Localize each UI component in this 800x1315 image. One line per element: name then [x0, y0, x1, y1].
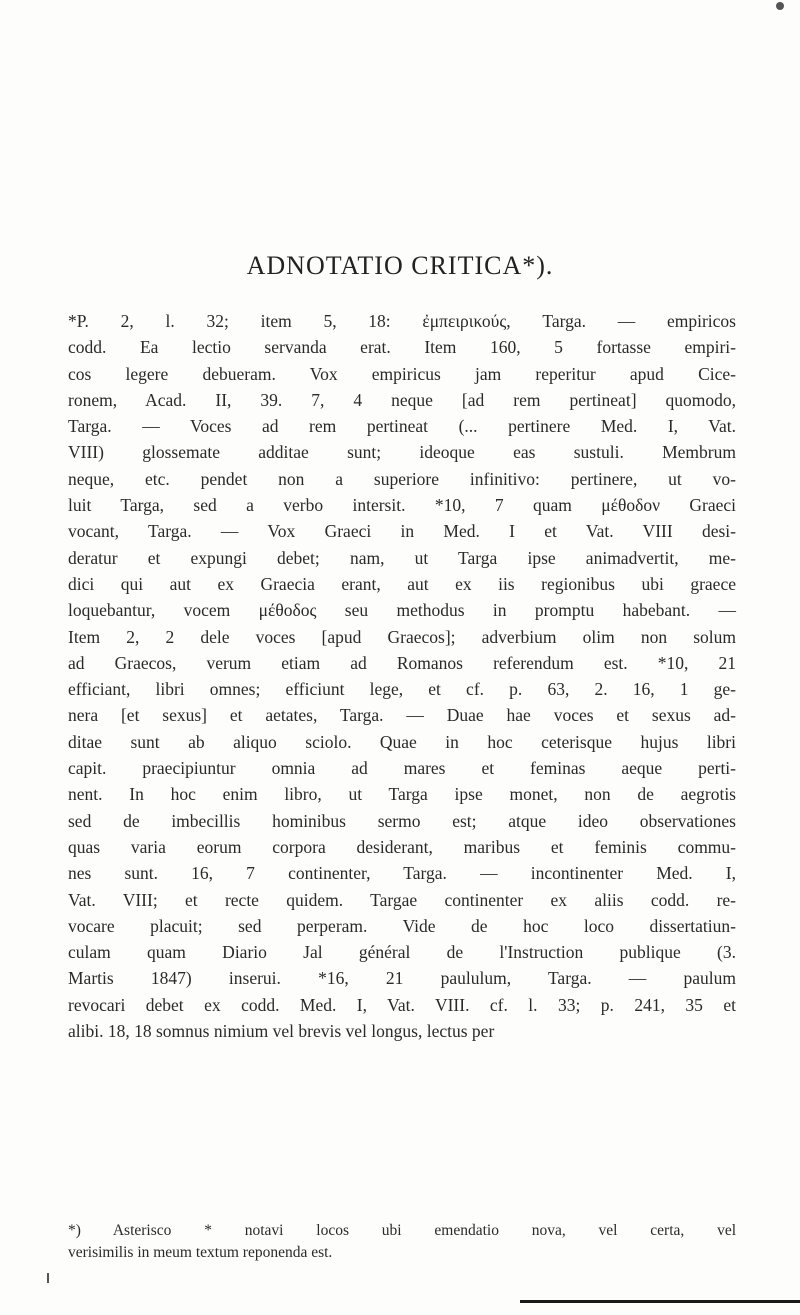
text-line: nent. In hoc enim libro, ut Targa ipse monet, non de aegrotis — [68, 784, 736, 805]
text-line: vocare placuit; sed perperam. Vide de hoc loco dissertatiun- — [68, 915, 736, 936]
text-line: quas varia eorum corpora desiderant, maribus et feminis commu- — [68, 836, 736, 857]
text-line: Vat. VIII; et recte quidem. Targae continenter ex aliis codd. re- — [68, 889, 736, 910]
text-line: alibi. 18, 18 somnus nimium vel brevis vel longus, lectus per — [68, 1021, 495, 1042]
text-line: neque, etc. pendet non a superiore infinitivo: pertinere, ut vo- — [68, 468, 736, 489]
footnote — [68, 1220, 736, 1264]
text-line: cos legere debueram. Vox empiricus jam reperitur apud Cice- — [68, 363, 736, 384]
text-line: dici qui aut ex Graecia erant, aut ex iis regionibus ubi graece — [68, 573, 736, 594]
scan-speck — [776, 2, 784, 10]
margin-mark — [47, 1273, 49, 1283]
text-line: capit. praecipiuntur omnia ad mares et feminas aeque perti- — [68, 758, 736, 779]
text-line: *P. 2, l. 32; item 5, 18: ἐμπειρικούς, Targa. — empiricos — [68, 311, 736, 331]
text-line: nera [et sexus] et aetates, Targa. — Duae hae voces et sexus ad- — [68, 705, 736, 726]
text-line: culam quam Diario Jal général de l'Instruction publique (3. — [68, 942, 736, 963]
bottom-edge-rule — [520, 1300, 800, 1303]
text-line: ronem, Acad. II, 39. 7, 4 neque [ad rem pertineat] quomodo, — [68, 389, 736, 410]
text-line: loquebantur, vocem μέθοδος seu methodus in promptu habebant. — — [68, 600, 736, 621]
text-line: Item 2, 2 dele voces [apud Graecos]; adverbium olim non solum — [68, 626, 736, 647]
text-line: ditae sunt ab aliquo sciolo. Quae in hoc ceterisque hujus libri — [68, 731, 736, 752]
footnote-line: verisimilis in meum textum reponenda est. — [68, 1244, 333, 1261]
text-line: efficiant, libri omnes; efficiunt lege, et cf. p. 63, 2. 16, 1 ge- — [68, 679, 736, 700]
text-line: revocari debet ex codd. Med. I, Vat. VIII. cf. l. 33; p. 241, 35 et — [68, 994, 736, 1015]
page-title: ADNOTATIO CRITICA*). — [246, 251, 554, 280]
text-line: deratur et expungi debet; nam, ut Targa ipse animadvertit, me- — [68, 547, 736, 568]
text-line: Targa. — Voces ad rem pertineat (... pertinere Med. I, Vat. — [68, 416, 736, 437]
text-line: sed de imbecillis hominibus sermo est; atque ideo observationes — [68, 810, 736, 831]
text-line: VIII) glossemate additae sunt; ideoque eas sustuli. Membrum — [68, 442, 736, 463]
text-line: Martis 1847) inserui. *16, 21 paululum, Targa. — paulum — [68, 968, 736, 989]
text-line: vocant, Targa. — Vox Graeci in Med. I et Vat. VIII desi- — [68, 521, 736, 542]
annotation-body — [68, 308, 736, 1044]
text-line: luit Targa, sed a verbo intersit. *10, 7 quam μέθοδον Graeci — [68, 495, 736, 516]
text-line: nes sunt. 16, 7 continenter, Targa. — incontinenter Med. I, — [68, 863, 736, 884]
footnote-line: *) Asterisco * notavi locos ubi emendatio nova, vel certa, vel — [68, 1222, 736, 1239]
text-line: ad Graecos, verum etiam ad Romanos referendum est. *10, 21 — [68, 652, 736, 673]
text-line: codd. Ea lectio servanda erat. Item 160, 5 fortasse empiri- — [68, 337, 736, 358]
